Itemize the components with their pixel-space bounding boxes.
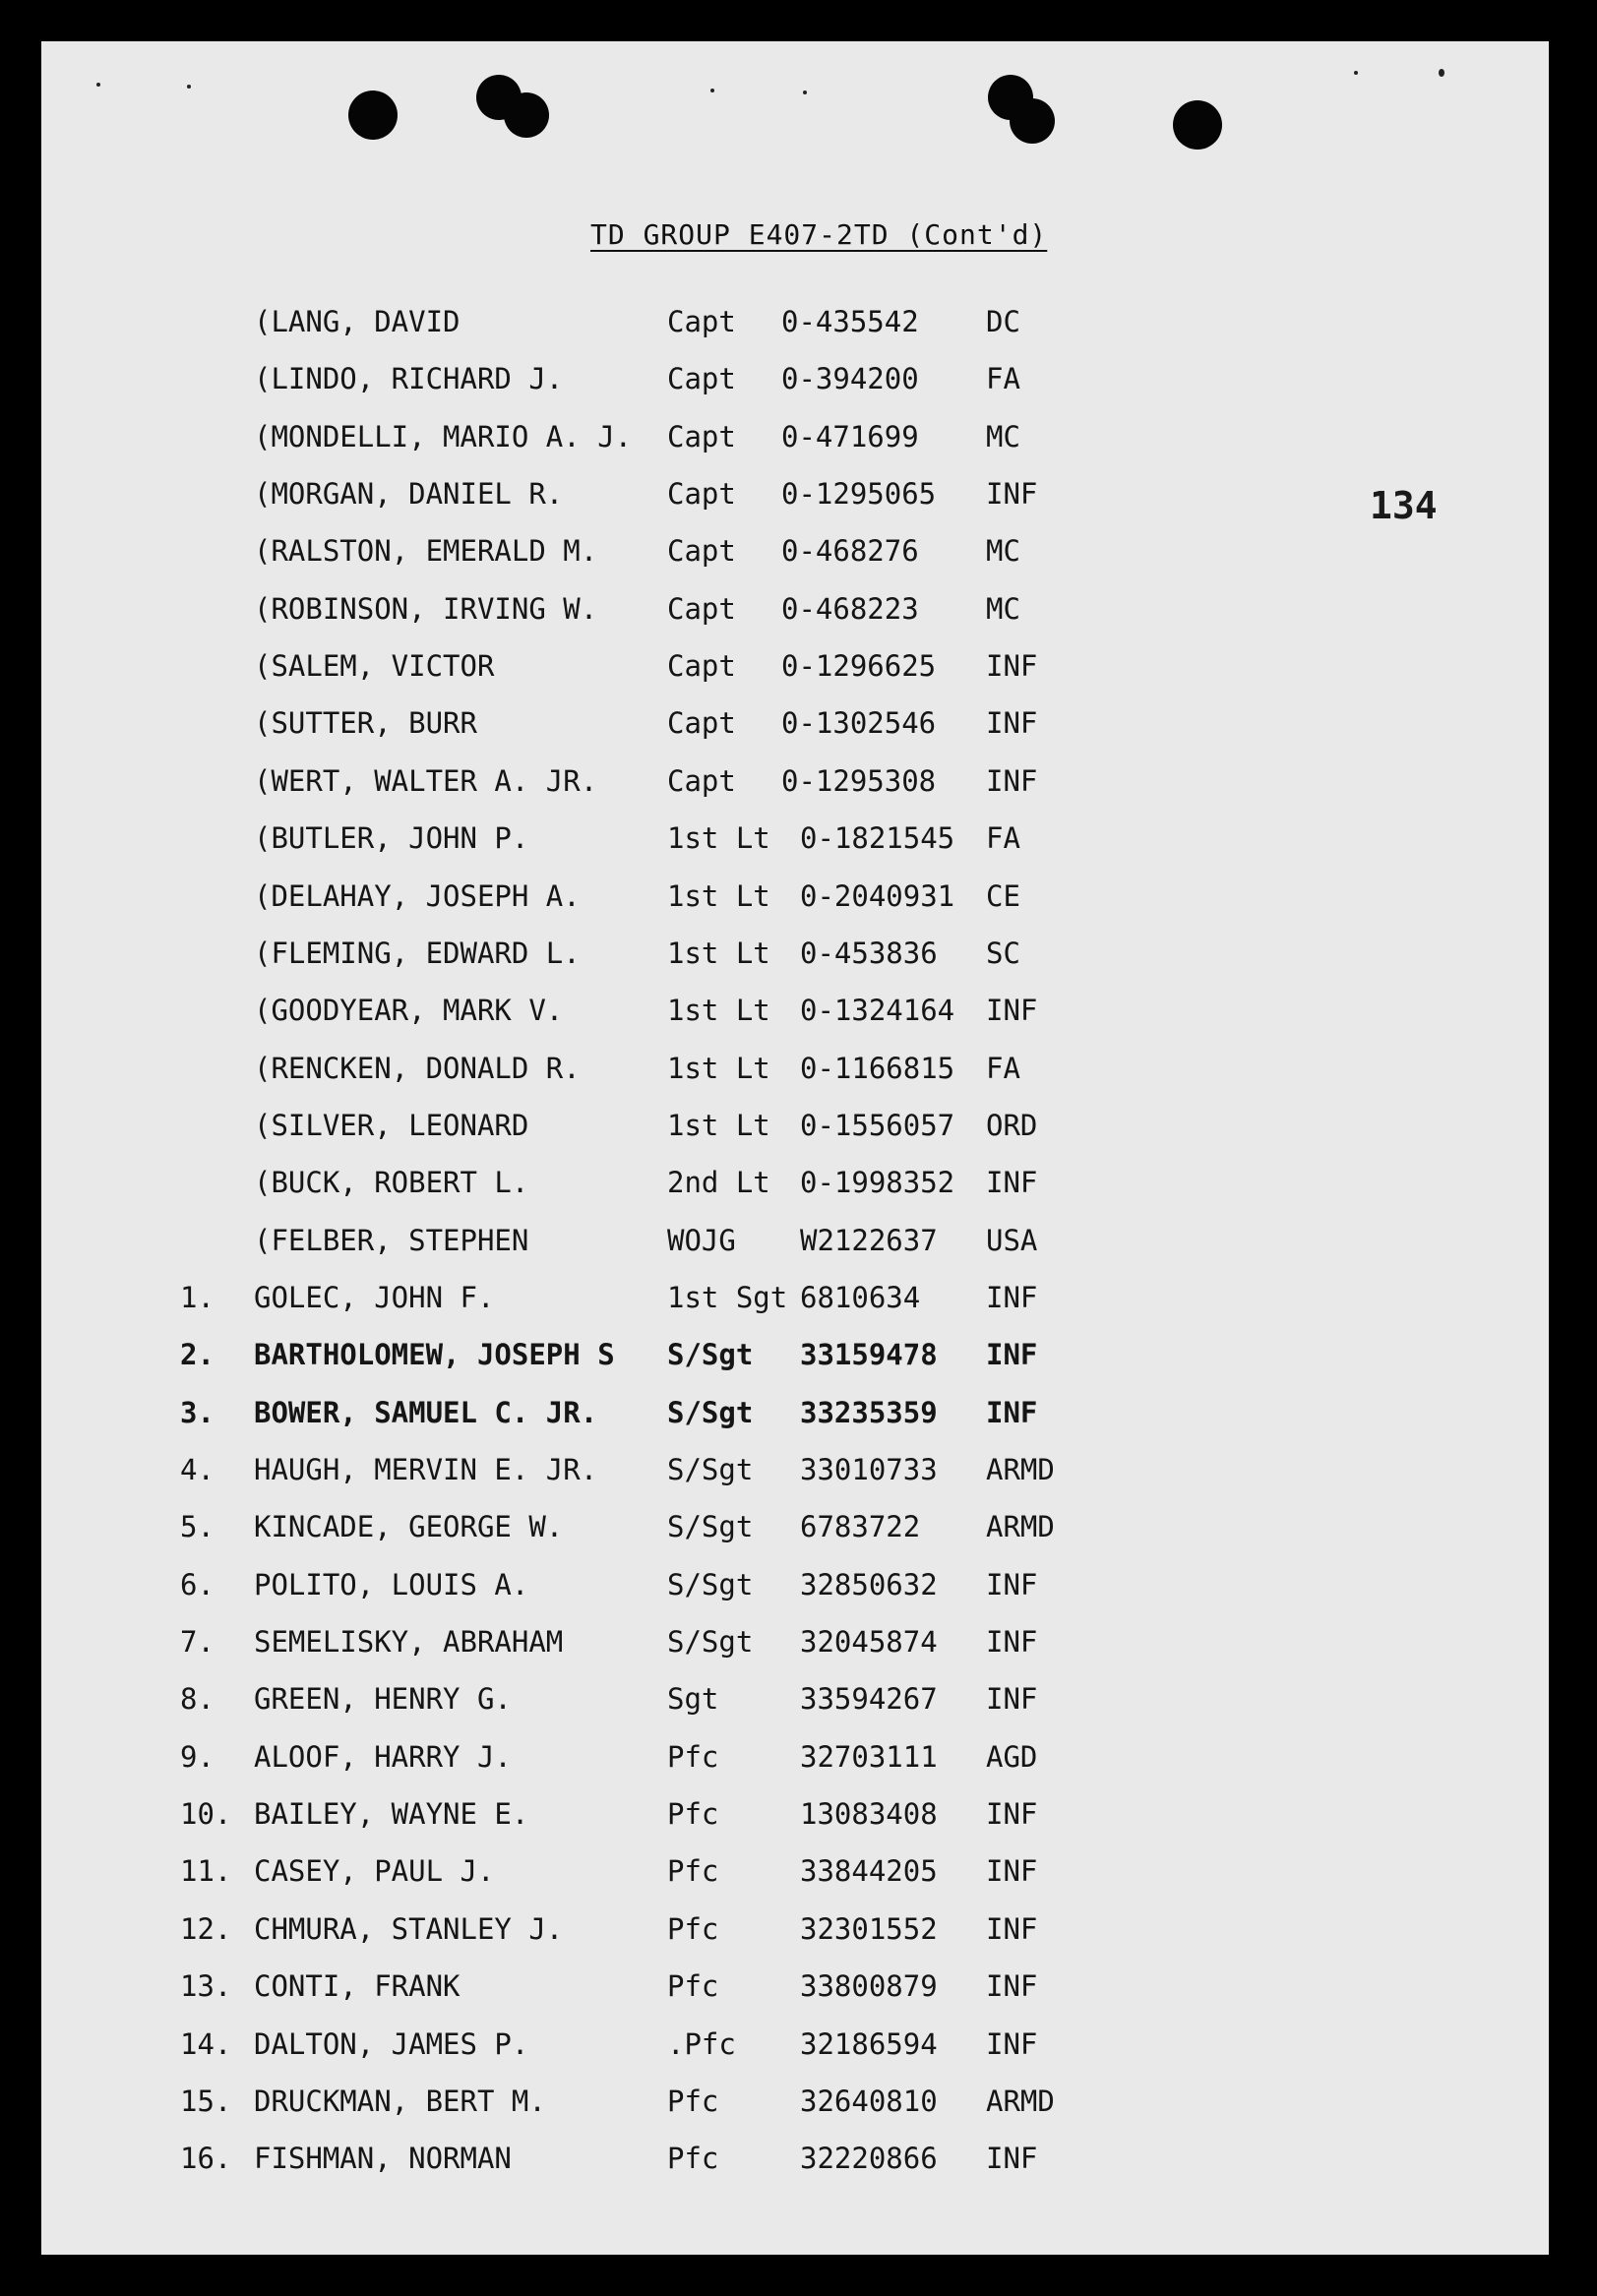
entry-name: HAUGH, MERVIN E. JR.	[254, 1453, 598, 1486]
entry-rank: 1st Lt	[667, 1052, 770, 1085]
entry-name: (LINDO, RICHARD J.	[254, 362, 564, 395]
entry-name: (SUTTER, BURR	[254, 706, 477, 740]
entry-name: (WERT, WALTER A. JR.	[254, 764, 598, 798]
entry-serial: 0-1556057	[800, 1109, 955, 1142]
entry-serial: 6810634	[800, 1281, 921, 1314]
entry-rank: 1st Lt	[667, 1109, 770, 1142]
entry-branch: DC	[986, 305, 1020, 338]
entry-rank: Pfc	[667, 1740, 719, 1774]
entry-number: 13.	[180, 1969, 232, 2003]
entry-branch: INF	[986, 649, 1038, 683]
entry-name: (LANG, DAVID	[254, 305, 461, 338]
entry-serial: 0-1998352	[800, 1166, 955, 1199]
entry-name: DALTON, JAMES P.	[254, 2027, 529, 2061]
entry-branch: FA	[986, 1052, 1020, 1085]
entry-name: POLITO, LOUIS A.	[254, 1568, 529, 1601]
entry-rank: Pfc	[667, 1797, 719, 1831]
entry-rank: Pfc	[667, 2085, 719, 2118]
entry-rank: 1st Lt	[667, 879, 770, 913]
entry-serial: 0-394200	[781, 362, 919, 395]
entry-serial: 32045874	[800, 1625, 938, 1659]
entry-branch: INF	[986, 1682, 1038, 1716]
entry-serial: 0-1296625	[781, 649, 937, 683]
entry-branch: INF	[986, 2027, 1038, 2061]
entry-serial: 13083408	[800, 1797, 938, 1831]
punch-hole	[1010, 98, 1055, 144]
entry-serial: 0-1295065	[781, 477, 937, 511]
entry-rank: WOJG	[667, 1224, 736, 1257]
entry-number: 16.	[180, 2142, 232, 2175]
entry-number: 3.	[180, 1396, 215, 1429]
entry-name: (MORGAN, DANIEL R.	[254, 477, 564, 511]
entry-name: GREEN, HENRY G.	[254, 1682, 512, 1716]
entry-rank: 1st Lt	[667, 937, 770, 970]
entry-rank: Pfc	[667, 2142, 719, 2175]
punch-hole	[348, 91, 398, 140]
entry-rank: Capt	[667, 534, 736, 568]
entry-branch: INF	[986, 1166, 1038, 1199]
entry-serial: 33235359	[800, 1396, 938, 1429]
entry-number: 8.	[180, 1682, 215, 1716]
entry-branch: INF	[986, 1568, 1038, 1601]
entry-branch: INF	[986, 1625, 1038, 1659]
document-title: TD GROUP E407-2TD (Cont'd)	[590, 218, 1048, 251]
entry-name: (SILVER, LEONARD	[254, 1109, 529, 1142]
entry-number: 4.	[180, 1453, 215, 1486]
entry-name: KINCADE, GEORGE W.	[254, 1510, 564, 1543]
entry-name: (GOODYEAR, MARK V.	[254, 994, 564, 1027]
entry-name: DRUCKMAN, BERT M.	[254, 2085, 546, 2118]
entry-rank: S/Sgt	[667, 1396, 754, 1429]
entry-serial: 0-1821545	[800, 821, 955, 855]
entry-number: 11.	[180, 1854, 232, 1888]
entry-number: 2.	[180, 1338, 215, 1371]
entry-name: BAILEY, WAYNE E.	[254, 1797, 529, 1831]
entry-branch: INF	[986, 764, 1038, 798]
entry-branch: USA	[986, 1224, 1038, 1257]
entry-serial: 33844205	[800, 1854, 938, 1888]
entry-name: CHMURA, STANLEY J.	[254, 1912, 564, 1946]
entry-serial: 33800879	[800, 1969, 938, 2003]
speck	[1439, 69, 1444, 77]
entry-rank: 1st Lt	[667, 994, 770, 1027]
entry-rank: S/Sgt	[667, 1338, 754, 1371]
entry-name: (MONDELLI, MARIO A. J.	[254, 420, 633, 453]
entry-branch: MC	[986, 534, 1020, 568]
entry-branch: INF	[986, 1396, 1038, 1429]
entry-branch: ORD	[986, 1109, 1038, 1142]
entry-rank: 1st Lt	[667, 821, 770, 855]
entry-branch: INF	[986, 706, 1038, 740]
entry-serial: 0-2040931	[800, 879, 955, 913]
entry-rank: Capt	[667, 362, 736, 395]
entry-serial: 32640810	[800, 2085, 938, 2118]
entry-branch: ARMD	[986, 1510, 1055, 1543]
speck	[1354, 71, 1358, 75]
speck	[96, 83, 100, 87]
entry-name: (RALSTON, EMERALD M.	[254, 534, 598, 568]
entry-rank: Capt	[667, 477, 736, 511]
entry-name: (BUCK, ROBERT L.	[254, 1166, 529, 1199]
entry-rank: Pfc	[667, 1854, 719, 1888]
entry-name: ALOOF, HARRY J.	[254, 1740, 512, 1774]
entry-name: (SALEM, VICTOR	[254, 649, 495, 683]
entry-name: CASEY, PAUL J.	[254, 1854, 495, 1888]
entry-branch: INF	[986, 1854, 1038, 1888]
entry-branch: INF	[986, 477, 1038, 511]
entry-name: BOWER, SAMUEL C. JR.	[254, 1396, 598, 1429]
entry-rank: S/Sgt	[667, 1510, 754, 1543]
entry-branch: MC	[986, 592, 1020, 626]
entry-number: 5.	[180, 1510, 215, 1543]
entry-serial: 6783722	[800, 1510, 921, 1543]
entry-serial: 32301552	[800, 1912, 938, 1946]
entry-name: FISHMAN, NORMAN	[254, 2142, 512, 2175]
entry-rank: 2nd Lt	[667, 1166, 770, 1199]
entry-serial: 0-1302546	[781, 706, 937, 740]
entry-serial: W2122637	[800, 1224, 938, 1257]
entry-name: SEMELISKY, ABRAHAM	[254, 1625, 564, 1659]
entry-rank: S/Sgt	[667, 1625, 754, 1659]
entry-name: (ROBINSON, IRVING W.	[254, 592, 598, 626]
entry-serial: 33594267	[800, 1682, 938, 1716]
entry-branch: SC	[986, 937, 1020, 970]
entry-rank: .Pfc	[667, 2027, 736, 2061]
entry-branch: AGD	[986, 1740, 1038, 1774]
entry-rank: Capt	[667, 305, 736, 338]
entry-branch: ARMD	[986, 1453, 1055, 1486]
entry-rank: 1st Sgt	[667, 1281, 788, 1314]
entry-branch: FA	[986, 362, 1020, 395]
entry-number: 15.	[180, 2085, 232, 2118]
entry-branch: MC	[986, 420, 1020, 453]
entry-serial: 0-468276	[781, 534, 919, 568]
entry-rank: Capt	[667, 420, 736, 453]
entry-name: (BUTLER, JOHN P.	[254, 821, 529, 855]
entry-branch: INF	[986, 1338, 1038, 1371]
entry-rank: Pfc	[667, 1969, 719, 2003]
entry-rank: S/Sgt	[667, 1453, 754, 1486]
entry-serial: 33010733	[800, 1453, 938, 1486]
entry-serial: 0-1166815	[800, 1052, 955, 1085]
entry-number: 9.	[180, 1740, 215, 1774]
entry-serial: 32220866	[800, 2142, 938, 2175]
entry-branch: INF	[986, 1912, 1038, 1946]
entry-rank: Capt	[667, 649, 736, 683]
entry-serial: 32186594	[800, 2027, 938, 2061]
entry-serial: 32850632	[800, 1568, 938, 1601]
entry-number: 1.	[180, 1281, 215, 1314]
entry-rank: Sgt	[667, 1682, 719, 1716]
entry-serial: 0-471699	[781, 420, 919, 453]
entry-serial: 0-1295308	[781, 764, 937, 798]
punch-hole	[1173, 100, 1222, 150]
entry-name: (FLEMING, EDWARD L.	[254, 937, 581, 970]
entry-branch: FA	[986, 821, 1020, 855]
entry-name: (FELBER, STEPHEN	[254, 1224, 529, 1257]
entry-serial: 0-468223	[781, 592, 919, 626]
entry-branch: INF	[986, 2142, 1038, 2175]
entry-name: GOLEC, JOHN F.	[254, 1281, 495, 1314]
entry-serial: 0-435542	[781, 305, 919, 338]
entry-name: (DELAHAY, JOSEPH A.	[254, 879, 581, 913]
entry-number: 10.	[180, 1797, 232, 1831]
entry-name: CONTI, FRANK	[254, 1969, 461, 2003]
page-number: 134	[1370, 484, 1438, 527]
entry-number: 6.	[180, 1568, 215, 1601]
entry-rank: Capt	[667, 706, 736, 740]
entry-rank: S/Sgt	[667, 1568, 754, 1601]
speck	[710, 89, 714, 92]
entry-branch: ARMD	[986, 2085, 1055, 2118]
entry-branch: CE	[986, 879, 1020, 913]
entry-serial: 32703111	[800, 1740, 938, 1774]
entry-serial: 0-1324164	[800, 994, 955, 1027]
entry-serial: 33159478	[800, 1338, 938, 1371]
entry-serial: 0-453836	[800, 937, 938, 970]
entry-name: BARTHOLOMEW, JOSEPH S	[254, 1338, 615, 1371]
entry-rank: Capt	[667, 764, 736, 798]
entry-rank: Pfc	[667, 1912, 719, 1946]
speck	[803, 91, 807, 94]
speck	[187, 85, 191, 89]
entry-branch: INF	[986, 994, 1038, 1027]
entry-number: 14.	[180, 2027, 232, 2061]
entry-name: (RENCKEN, DONALD R.	[254, 1052, 581, 1085]
entry-number: 7.	[180, 1625, 215, 1659]
entry-branch: INF	[986, 1969, 1038, 2003]
entry-rank: Capt	[667, 592, 736, 626]
entry-branch: INF	[986, 1281, 1038, 1314]
entry-branch: INF	[986, 1797, 1038, 1831]
entry-number: 12.	[180, 1912, 232, 1946]
punch-hole	[504, 92, 549, 138]
